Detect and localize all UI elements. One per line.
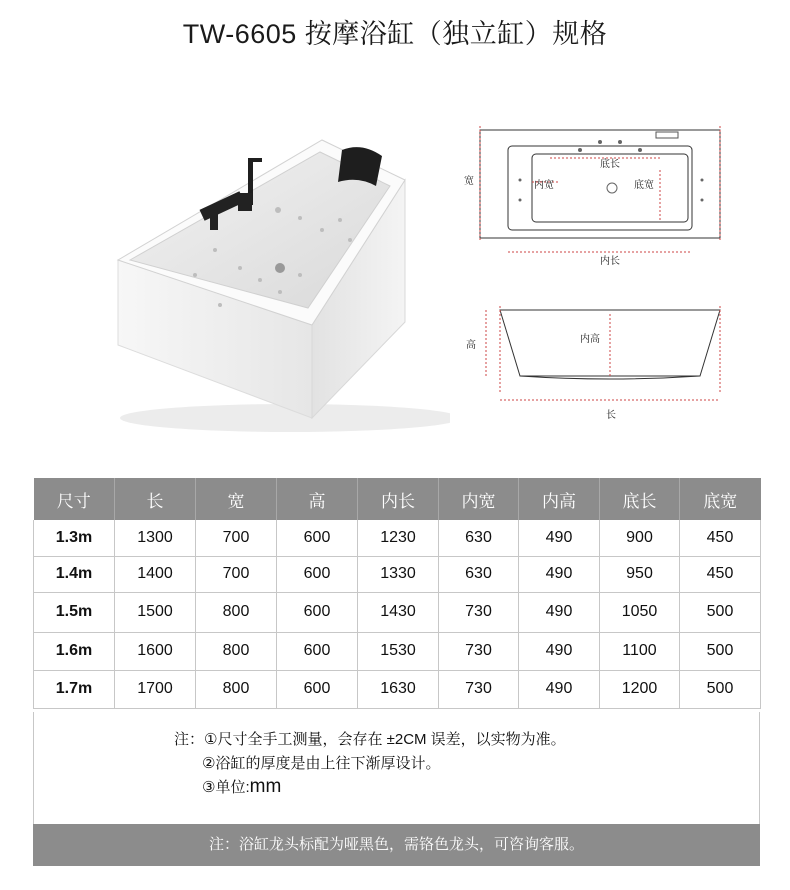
table-cell: 900 [600, 520, 680, 556]
table-cell: 630 [439, 556, 519, 592]
table-cell: 800 [196, 592, 277, 632]
spec-table [33, 478, 761, 709]
table-row [34, 632, 761, 670]
table-cell: 950 [600, 556, 680, 592]
table-cell: 1.5m [34, 592, 115, 632]
inner-height-label: 内高 [580, 334, 600, 345]
table-cell: 490 [519, 592, 600, 632]
table-cell: 500 [680, 670, 761, 708]
table-header-row [34, 478, 761, 520]
notes-section [33, 712, 760, 824]
table-cell: 500 [680, 592, 761, 632]
table-cell: 1.6m [34, 632, 115, 670]
table-cell: 1700 [115, 670, 196, 708]
table-cell: 450 [680, 556, 761, 592]
table-cell: 600 [277, 632, 358, 670]
footer-note: 注：浴缸龙头标配为哑黑色，需铬色龙头，可咨询客服。 [33, 824, 760, 866]
table-cell: 1600 [115, 632, 196, 670]
note-line-2: ②浴缸的厚度是由上往下渐厚设计。 [202, 755, 441, 772]
table-cell: 600 [277, 670, 358, 708]
table-cell: 490 [519, 670, 600, 708]
note-unit-prefix: ③单位: [202, 779, 250, 796]
table-cell: 1230 [358, 520, 439, 556]
column-header: 内宽 [439, 478, 519, 520]
table-row [34, 556, 761, 592]
length-label: 长 [606, 410, 616, 421]
table-cell: 490 [519, 632, 600, 670]
column-header: 内长 [358, 478, 439, 520]
table-cell: 600 [277, 592, 358, 632]
table-cell: 1200 [600, 670, 680, 708]
table-cell: 450 [680, 520, 761, 556]
table-cell: 1300 [115, 520, 196, 556]
table-cell: 1500 [115, 592, 196, 632]
bathtub-photo [100, 100, 450, 440]
note-line-3 [202, 776, 281, 798]
column-header: 底宽 [680, 478, 761, 520]
table-cell: 730 [439, 670, 519, 708]
table-cell: 800 [196, 670, 277, 708]
note-unit-value: mm [249, 776, 282, 797]
column-header: 高 [277, 478, 358, 520]
table-cell: 600 [277, 556, 358, 592]
table-cell: 1.3m [34, 520, 115, 556]
table-cell: 600 [277, 520, 358, 556]
table-row [34, 592, 761, 632]
table-row [34, 670, 761, 708]
table-cell: 1400 [115, 556, 196, 592]
height-label: 高 [466, 340, 476, 351]
table-cell: 490 [519, 520, 600, 556]
table-cell: 800 [196, 632, 277, 670]
top-view-diagram [460, 122, 760, 267]
table-cell: 1330 [358, 556, 439, 592]
width-label: 宽 [464, 176, 474, 187]
table-cell: 1530 [358, 632, 439, 670]
table-cell: 1050 [600, 592, 680, 632]
inner-width-label: 内宽 [534, 180, 554, 191]
table-cell: 500 [680, 632, 761, 670]
table-cell: 700 [196, 556, 277, 592]
page-title: TW-6605 按摩浴缸（独立缸）规格 [182, 19, 608, 49]
table-cell: 730 [439, 632, 519, 670]
inner-length-label: 内长 [600, 256, 620, 267]
table-cell: 1.4m [34, 556, 115, 592]
column-header: 内高 [519, 478, 600, 520]
column-header: 尺寸 [34, 478, 115, 520]
table-cell: 1430 [358, 592, 439, 632]
bottom-length-label: 底长 [600, 159, 620, 170]
note-line-1: 注：①尺寸全手工测量，会存在 ±2CM 误差，以实物为准。 [174, 731, 566, 748]
table-cell: 490 [519, 556, 600, 592]
table-cell: 1630 [358, 670, 439, 708]
side-view-diagram [460, 300, 760, 430]
column-header: 底长 [600, 478, 680, 520]
table-row [34, 520, 761, 556]
table-cell: 1.7m [34, 670, 115, 708]
table-cell: 1100 [600, 632, 680, 670]
table-cell: 630 [439, 520, 519, 556]
table-cell: 700 [196, 520, 277, 556]
column-header: 长 [115, 478, 196, 520]
bottom-width-label: 底宽 [634, 180, 654, 191]
column-header: 宽 [196, 478, 277, 520]
table-cell: 730 [439, 592, 519, 632]
